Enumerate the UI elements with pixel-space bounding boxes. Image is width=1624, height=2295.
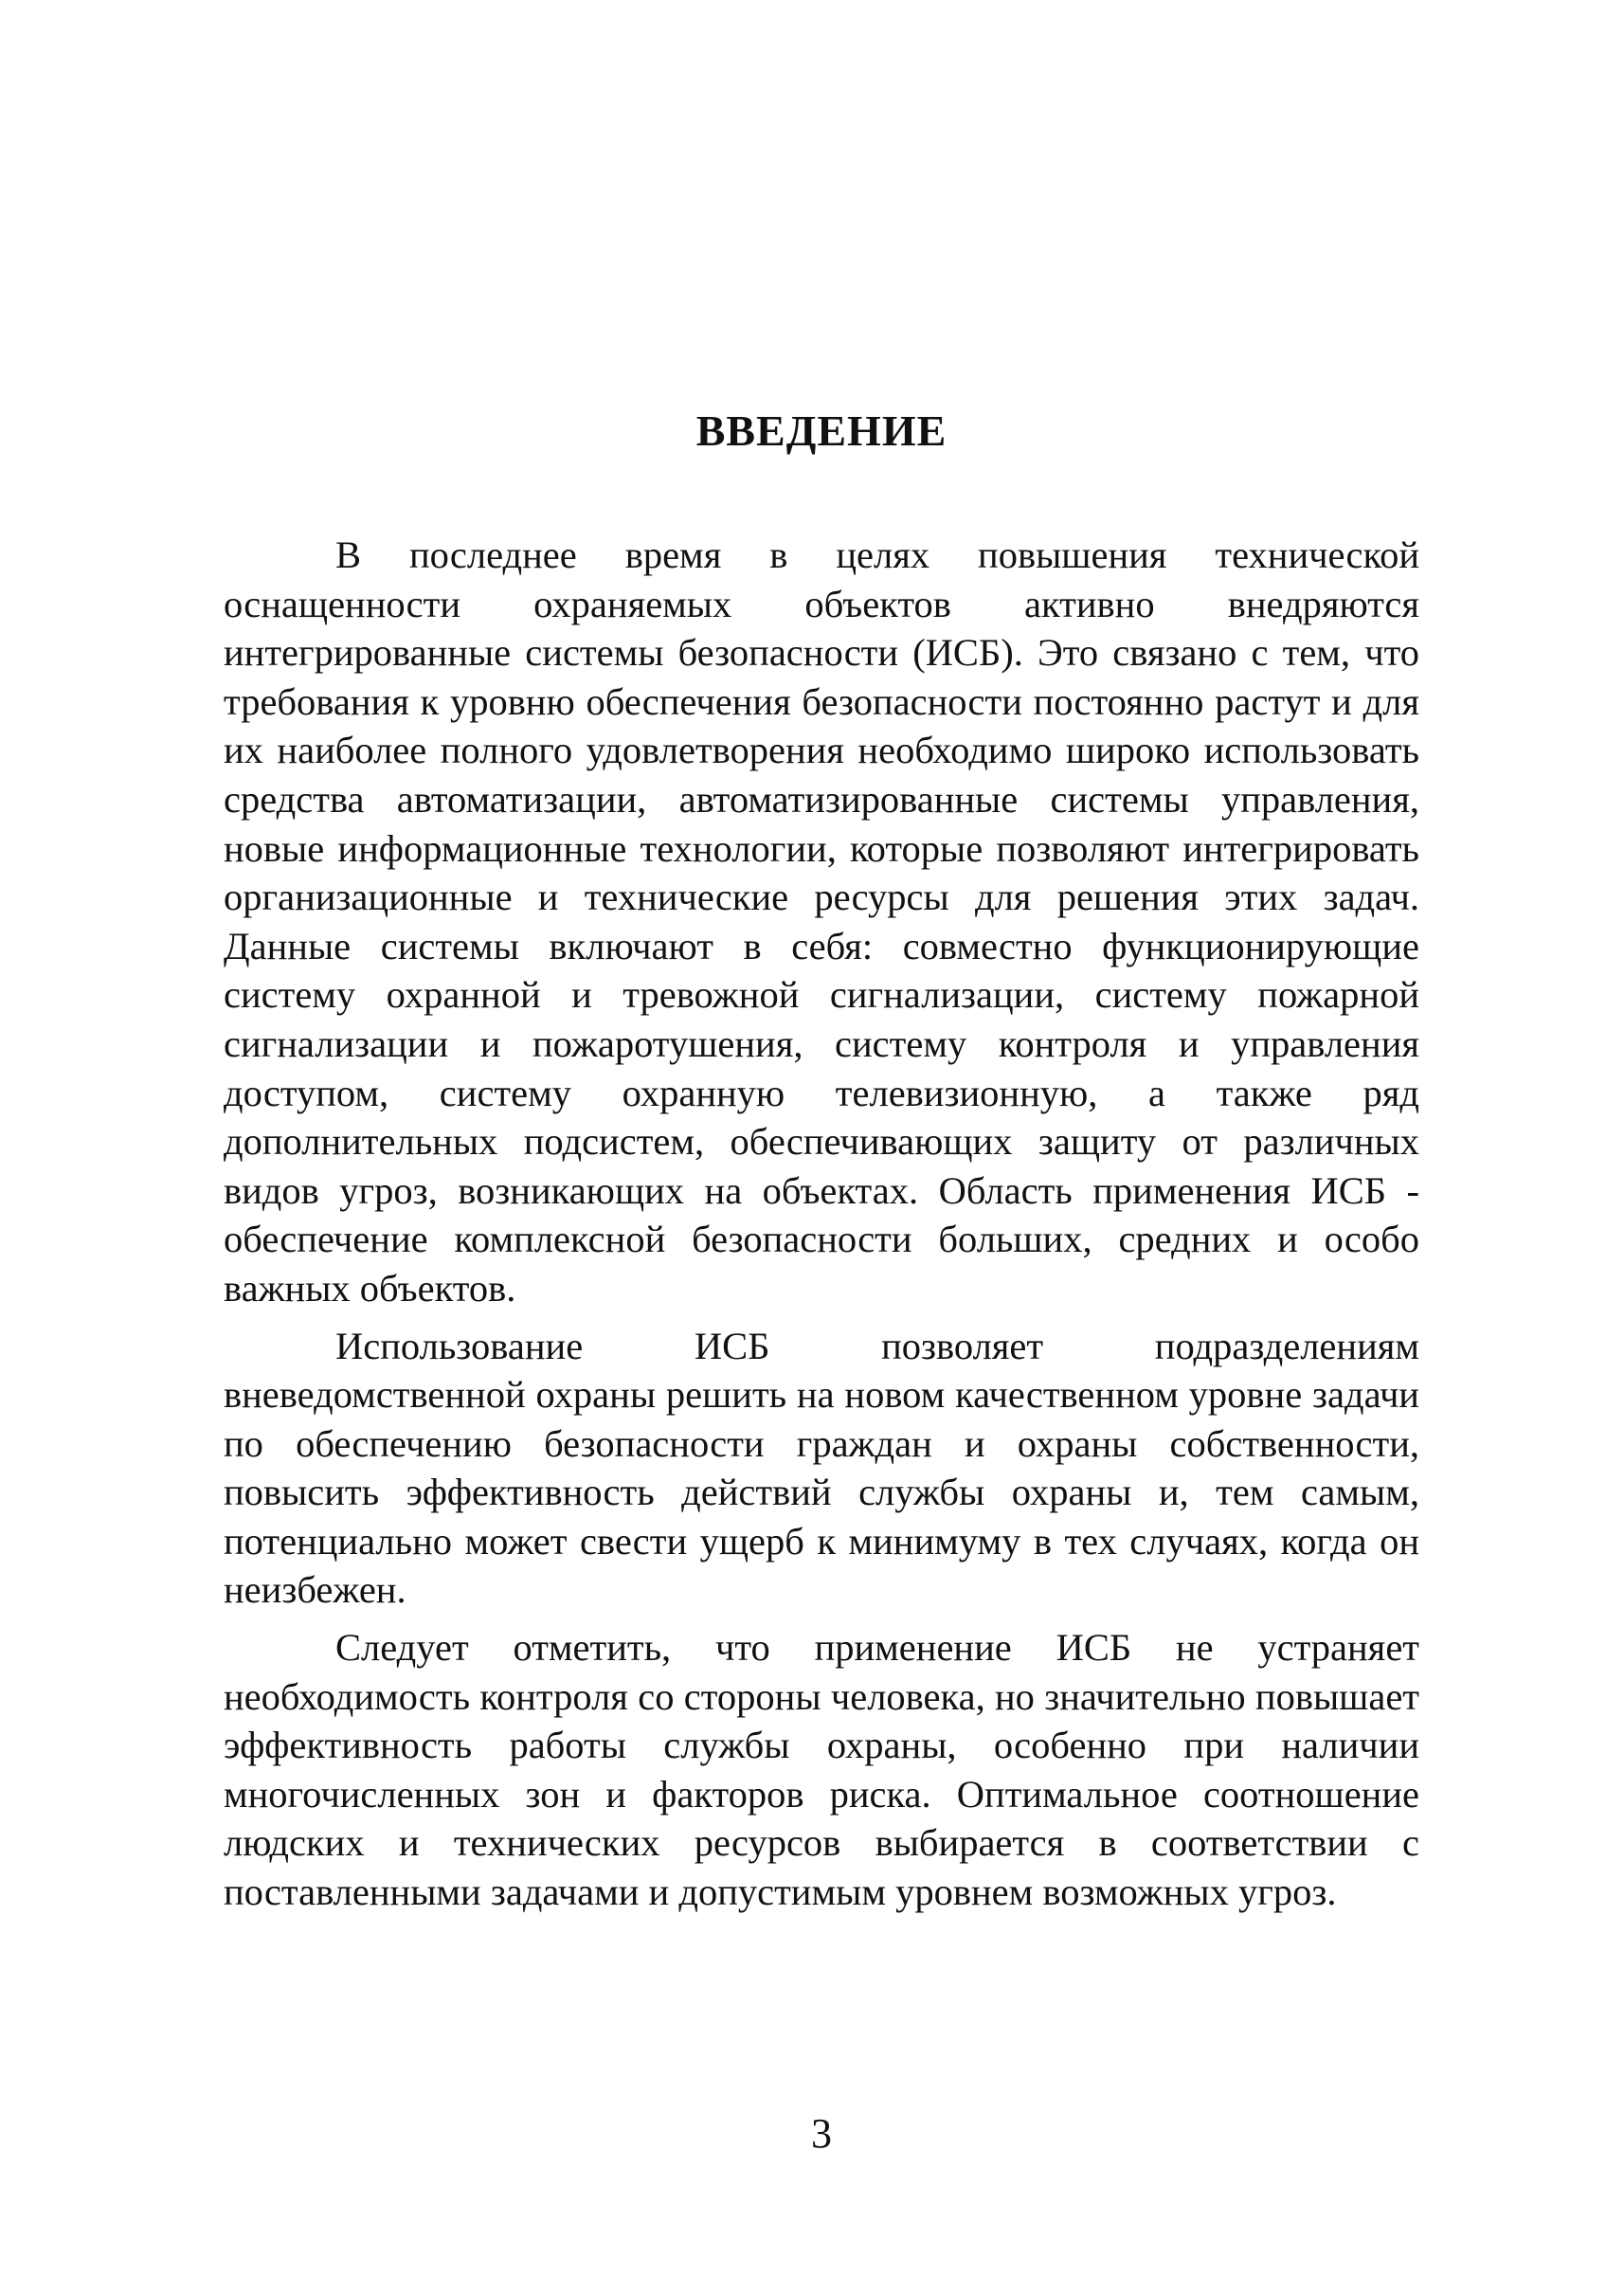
paragraph-2: Использование ИСБ позволяет подразделениям вневедомственной охраны решить на новом качественном уровне задачи по обеспечению безопасности граждан и охраны собственности, повысить эффективность действий службы охраны и, тем самым, потенциально может свести ущерб к минимуму в тех случаях, когда он неизбежен. (224, 1324, 1419, 1612)
page-number: 3 (811, 2110, 832, 2157)
body-text (224, 531, 1419, 1917)
document-page (224, 0, 1419, 2295)
paragraph-1: В последнее время в целях повышения технической оснащенности охраняемых объектов активно внедряются интегрированные системы безопасности (ИСБ). Это связано с тем, что требования к уровню обеспечения безопасности постоянно растут и для их наиболее полного удовлетворения необходимо широко использовать средства автоматизации, автоматизированные системы управления, новые информационные технологии, которые позволяют интегрировать организационные и технические ресурсы для решения этих задач. Данные системы включают в себя: совместно функционирующие систему охранной и тревожной сигнализации, систему пожарной сигнализации и пожаротушения, систему контроля и управления доступом, систему охранную телевизионную, а также ряд дополнительных подсистем, обеспечивающих защиту от различных видов угроз, возникающих на объектах. Область применения ИСБ - обеспечение комплексной безопасности больших, средних и особо важных объектов. (224, 533, 1419, 1310)
paragraph-3: Следует отметить, что применение ИСБ не устраняет необходимость контроля со стороны человека, но значительно повышает эффективность работы службы охраны, особенно при наличии многочисленных зон и факторов риска. Оптимальное соотношение людских и технических ресурсов выбирается в соответствии с поставленными задачами и допустимым уровнем возможных угроз. (224, 1626, 1419, 1914)
section-heading: ВВЕДЕНИЕ (695, 407, 947, 455)
